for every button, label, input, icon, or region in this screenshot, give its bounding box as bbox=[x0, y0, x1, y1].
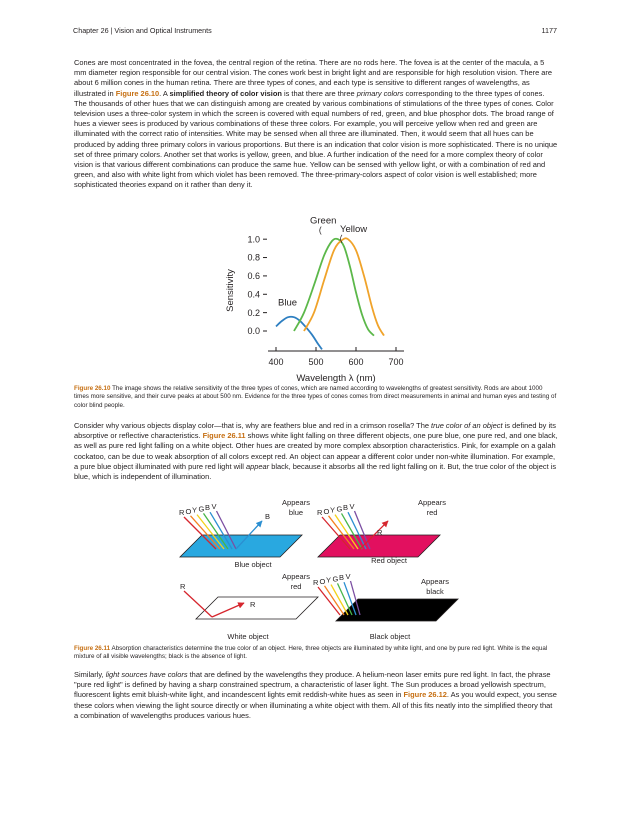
sensitivity-chart bbox=[0, 215, 630, 384]
appears-label: Appears bbox=[282, 498, 310, 507]
ray-letter: B bbox=[343, 503, 349, 513]
x-tick-label: 600 bbox=[348, 357, 364, 367]
label-pointer bbox=[320, 227, 322, 235]
chapter-title: Chapter 26 | Vision and Optical Instruments bbox=[73, 26, 212, 35]
incident-label: R bbox=[180, 582, 186, 591]
appears-label: red bbox=[426, 508, 438, 517]
x-tick-label: 500 bbox=[308, 357, 324, 367]
series-label-green: Green bbox=[310, 215, 337, 227]
figure-26-11-caption: Figure 26.11 Absorption characteristics determine the true color of an object. Here, three objects are illuminated by white light, and one by pure red light. White is the equal mixture of all visible wavelengths; black is the absence of light. bbox=[74, 645, 548, 661]
series-label-yellow: Yellow bbox=[340, 223, 368, 235]
page-number: 1177 bbox=[541, 26, 557, 35]
panel-title-black-object: Black object bbox=[369, 632, 411, 641]
y-tick-label: 0.6 bbox=[247, 271, 260, 282]
figure-link[interactable]: Figure 26.10 bbox=[115, 88, 160, 98]
figure-label: Figure 26.10 bbox=[74, 385, 111, 392]
figure-label: Figure 26.11 bbox=[74, 645, 111, 652]
ray-letter: Y bbox=[192, 505, 198, 515]
appears-label: Appears bbox=[421, 577, 449, 586]
series-yellow-line bbox=[304, 238, 384, 335]
series-label-blue: Blue bbox=[278, 297, 298, 309]
y-axis-label: Sensitivity bbox=[225, 269, 236, 312]
paragraph-light-sources: Similarly, light sources have colors that are defined by the wavelengths they produce. A helium-neon laser emits pure red light. In fact, the phrase "pure red light" is defined by having a sharp constrained spectrum, a characteristic of laser light. The Sun produces a broad yellowish spectrum, fluorescent lights emit bluish-white light, and incandescent lights emit reddish-white hues as seen in Figure 26.12. As you would expect, you sense these colors when viewing the light source directly or when illuminating a white object with them. All of this fits neatly into the simplified theory that a combination of wavelengths produces various hues. bbox=[74, 670, 557, 720]
y-tick-label: 0.0 bbox=[247, 326, 260, 337]
ray-letter: G bbox=[198, 504, 205, 514]
x-axis-label: Wavelength λ (nm) bbox=[296, 373, 376, 384]
figure-26-10-caption: Figure 26.10 The image shows the relative sensitivity of the three types of cones, which are named according to wavelengths of greatest sensitivity. Rods are about 1000 times more sensitive, and their curve peaks at about 500 nm. Evidence for the three types of cones comes from direct measurements in animal and human eyes and testing of color blind people. bbox=[74, 385, 557, 409]
ray-letter: Y bbox=[326, 575, 332, 585]
paragraph-object-color: Consider why various objects display color—that is, why are feathers blue and red in a crimson rosella? The true color of an object is defined by its absorptive or reflective characteristics. Figure 26.11 shows white light falling on three different objects, one pure blue, one pure red, and one black, as well as pure red light falling on a white object. Other hues are created by more complex absorption characteristics. Pink, for example on a galah cockatoo, can be due to weak absorption of all colors except red. An object can appear a different color under non-white illumination. For example, a pure blue object illuminated with pure red light will appear black, because it absorbs all the red light falling on it. But, the true color of the object is blue, which is independent of illumination. bbox=[74, 421, 558, 482]
blue-object-plane bbox=[180, 535, 302, 557]
y-tick-label: 0.8 bbox=[247, 252, 260, 263]
ray-letter: B bbox=[339, 573, 345, 583]
appears-label: blue bbox=[288, 508, 304, 517]
x-tick-label: 700 bbox=[388, 357, 404, 367]
y-tick-label: 1.0 bbox=[247, 234, 260, 245]
series-green-line bbox=[294, 239, 374, 336]
appears-label: Appears bbox=[418, 498, 446, 507]
ray-letter: O bbox=[323, 506, 330, 516]
light-ray bbox=[318, 587, 340, 615]
ray-letter: Y bbox=[330, 505, 336, 515]
ray-letter: V bbox=[349, 502, 355, 511]
ray-letter: V bbox=[211, 502, 217, 511]
figure-link[interactable]: Figure 26.12 bbox=[403, 690, 447, 700]
ray-letter: O bbox=[319, 576, 326, 586]
figure-link[interactable]: Figure 26.11 bbox=[202, 431, 246, 441]
absorption-figure bbox=[0, 495, 630, 645]
incident-ray-red bbox=[184, 591, 212, 617]
panel-title-white-object: White object bbox=[227, 632, 269, 641]
reflected-label: B bbox=[265, 512, 271, 521]
y-tick-label: 0.4 bbox=[247, 289, 260, 300]
appears-label: Appears bbox=[282, 572, 310, 581]
panel-title-red-object: Red object bbox=[371, 556, 407, 565]
x-tick-label: 400 bbox=[268, 357, 284, 367]
appears-label: black bbox=[426, 587, 444, 596]
reflected-label: R bbox=[377, 528, 383, 537]
ray-letter: O bbox=[185, 506, 192, 516]
red-object-plane bbox=[318, 535, 440, 557]
y-tick-label: 0.2 bbox=[247, 307, 260, 318]
ray-letter: R bbox=[313, 578, 319, 587]
ray-letter: R bbox=[179, 508, 185, 517]
ray-letter: G bbox=[336, 504, 343, 514]
paragraph-cones: Cones are most concentrated in the fovea, the central region of the retina. There are no rods here. The fovea is at the center of the macula, a 5 mm diameter region responsible for our central vision. The cones work best in bright light and are responsible for high resolution vision. There are about 6 million cones in the human retina. There are three types of cones, and each type is sensitive to different ranges of wavelengths, as illustrated in Figure 26.10. A simplified theory of color vision is that there are three primary colors corresponding to the three types of cones. The thousands of other hues that we can distinguish among are created by various combinations of stimulations of the three types of cones. Color television uses a three-color system in which the screen is covered with equal numbers of red, green, and blue phosphor dots. The broad range of hues a viewer sees is produced by various combinations of these three colors. For example, you will perceive yellow when red and green are illuminated with the correct ratio of intensities. White may be sensed when all three are illuminated. Then, it would seem that all hues can be produced by adding three primary colors in various proportions. But there is an indication that color vision is more sophisticated. There is no unique set of three primary colors. Another set that works is yellow, green, and blue. A further indication of the need for a more complex theory of color vision is that various different combinations can produce the same hue. Yellow can be sensed with yellow light, or with a combination of red and green, and also with white light from which violet has been removed. The three-primary-colors aspect of color vision is well established; more sophisticated theories expand on it rather than deny it. bbox=[74, 58, 558, 190]
ray-letter: B bbox=[205, 503, 211, 513]
page-header bbox=[73, 26, 557, 35]
ray-letter: G bbox=[332, 574, 339, 584]
appears-label: red bbox=[290, 582, 302, 591]
ray-letter: R bbox=[317, 508, 323, 517]
panel-title-blue-object: Blue object bbox=[234, 560, 272, 569]
ray-letter: V bbox=[345, 572, 351, 581]
reflected-label: R bbox=[250, 600, 256, 609]
